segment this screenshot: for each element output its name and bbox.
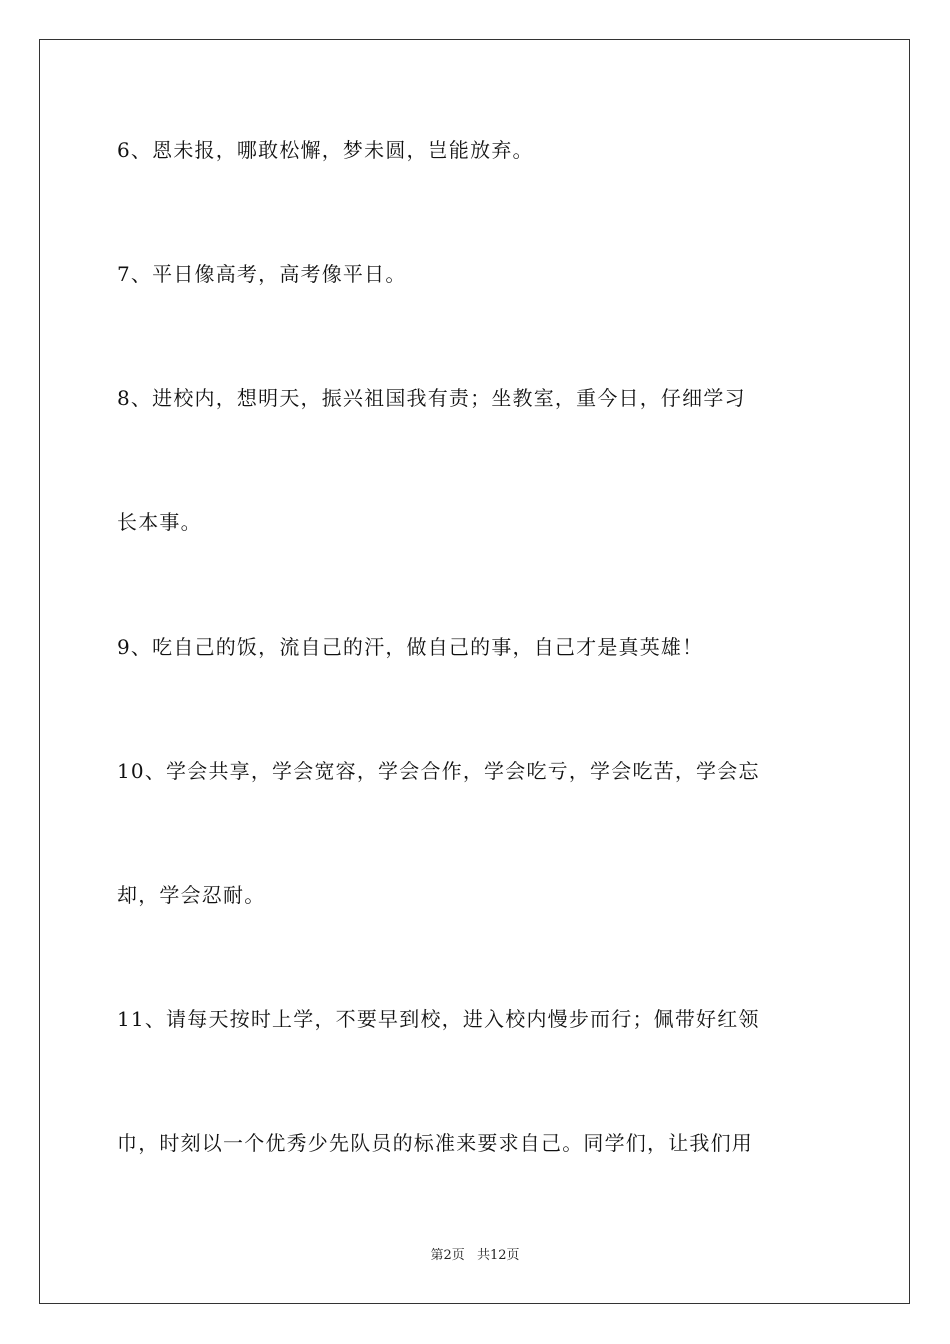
text-line: 10、学会共享，学会宽容，学会合作，学会吃亏，学会吃苦，学会忘 [117, 759, 760, 783]
text-line: 8、进校内，想明天，振兴祖国我有责；坐教室，重今日，仔细学习 [117, 386, 746, 410]
text-line: 7、平日像高考，高考像平日。 [117, 262, 407, 286]
text-line: 9、吃自己的饭，流自己的汗，做自己的事，自己才是真英雄！ [117, 635, 704, 659]
text-line: 却，学会忍耐。 [117, 883, 266, 907]
text-line: 巾，时刻以一个优秀少先队员的标准来要求自己。同学们，让我们用 [117, 1131, 753, 1155]
page-number: 第2页 [430, 1248, 465, 1263]
text-line: 6、恩未报，哪敢松懈，梦未圆，岂能放弃。 [117, 138, 534, 162]
text-line: 11、请每天按时上学，不要早到校，进入校内慢步而行；佩带好红领 [117, 1007, 760, 1031]
page-footer [0, 1248, 950, 1264]
page-total: 共12页 [476, 1248, 520, 1263]
text-line: 长本事。 [117, 510, 202, 534]
page-border [39, 39, 910, 1304]
